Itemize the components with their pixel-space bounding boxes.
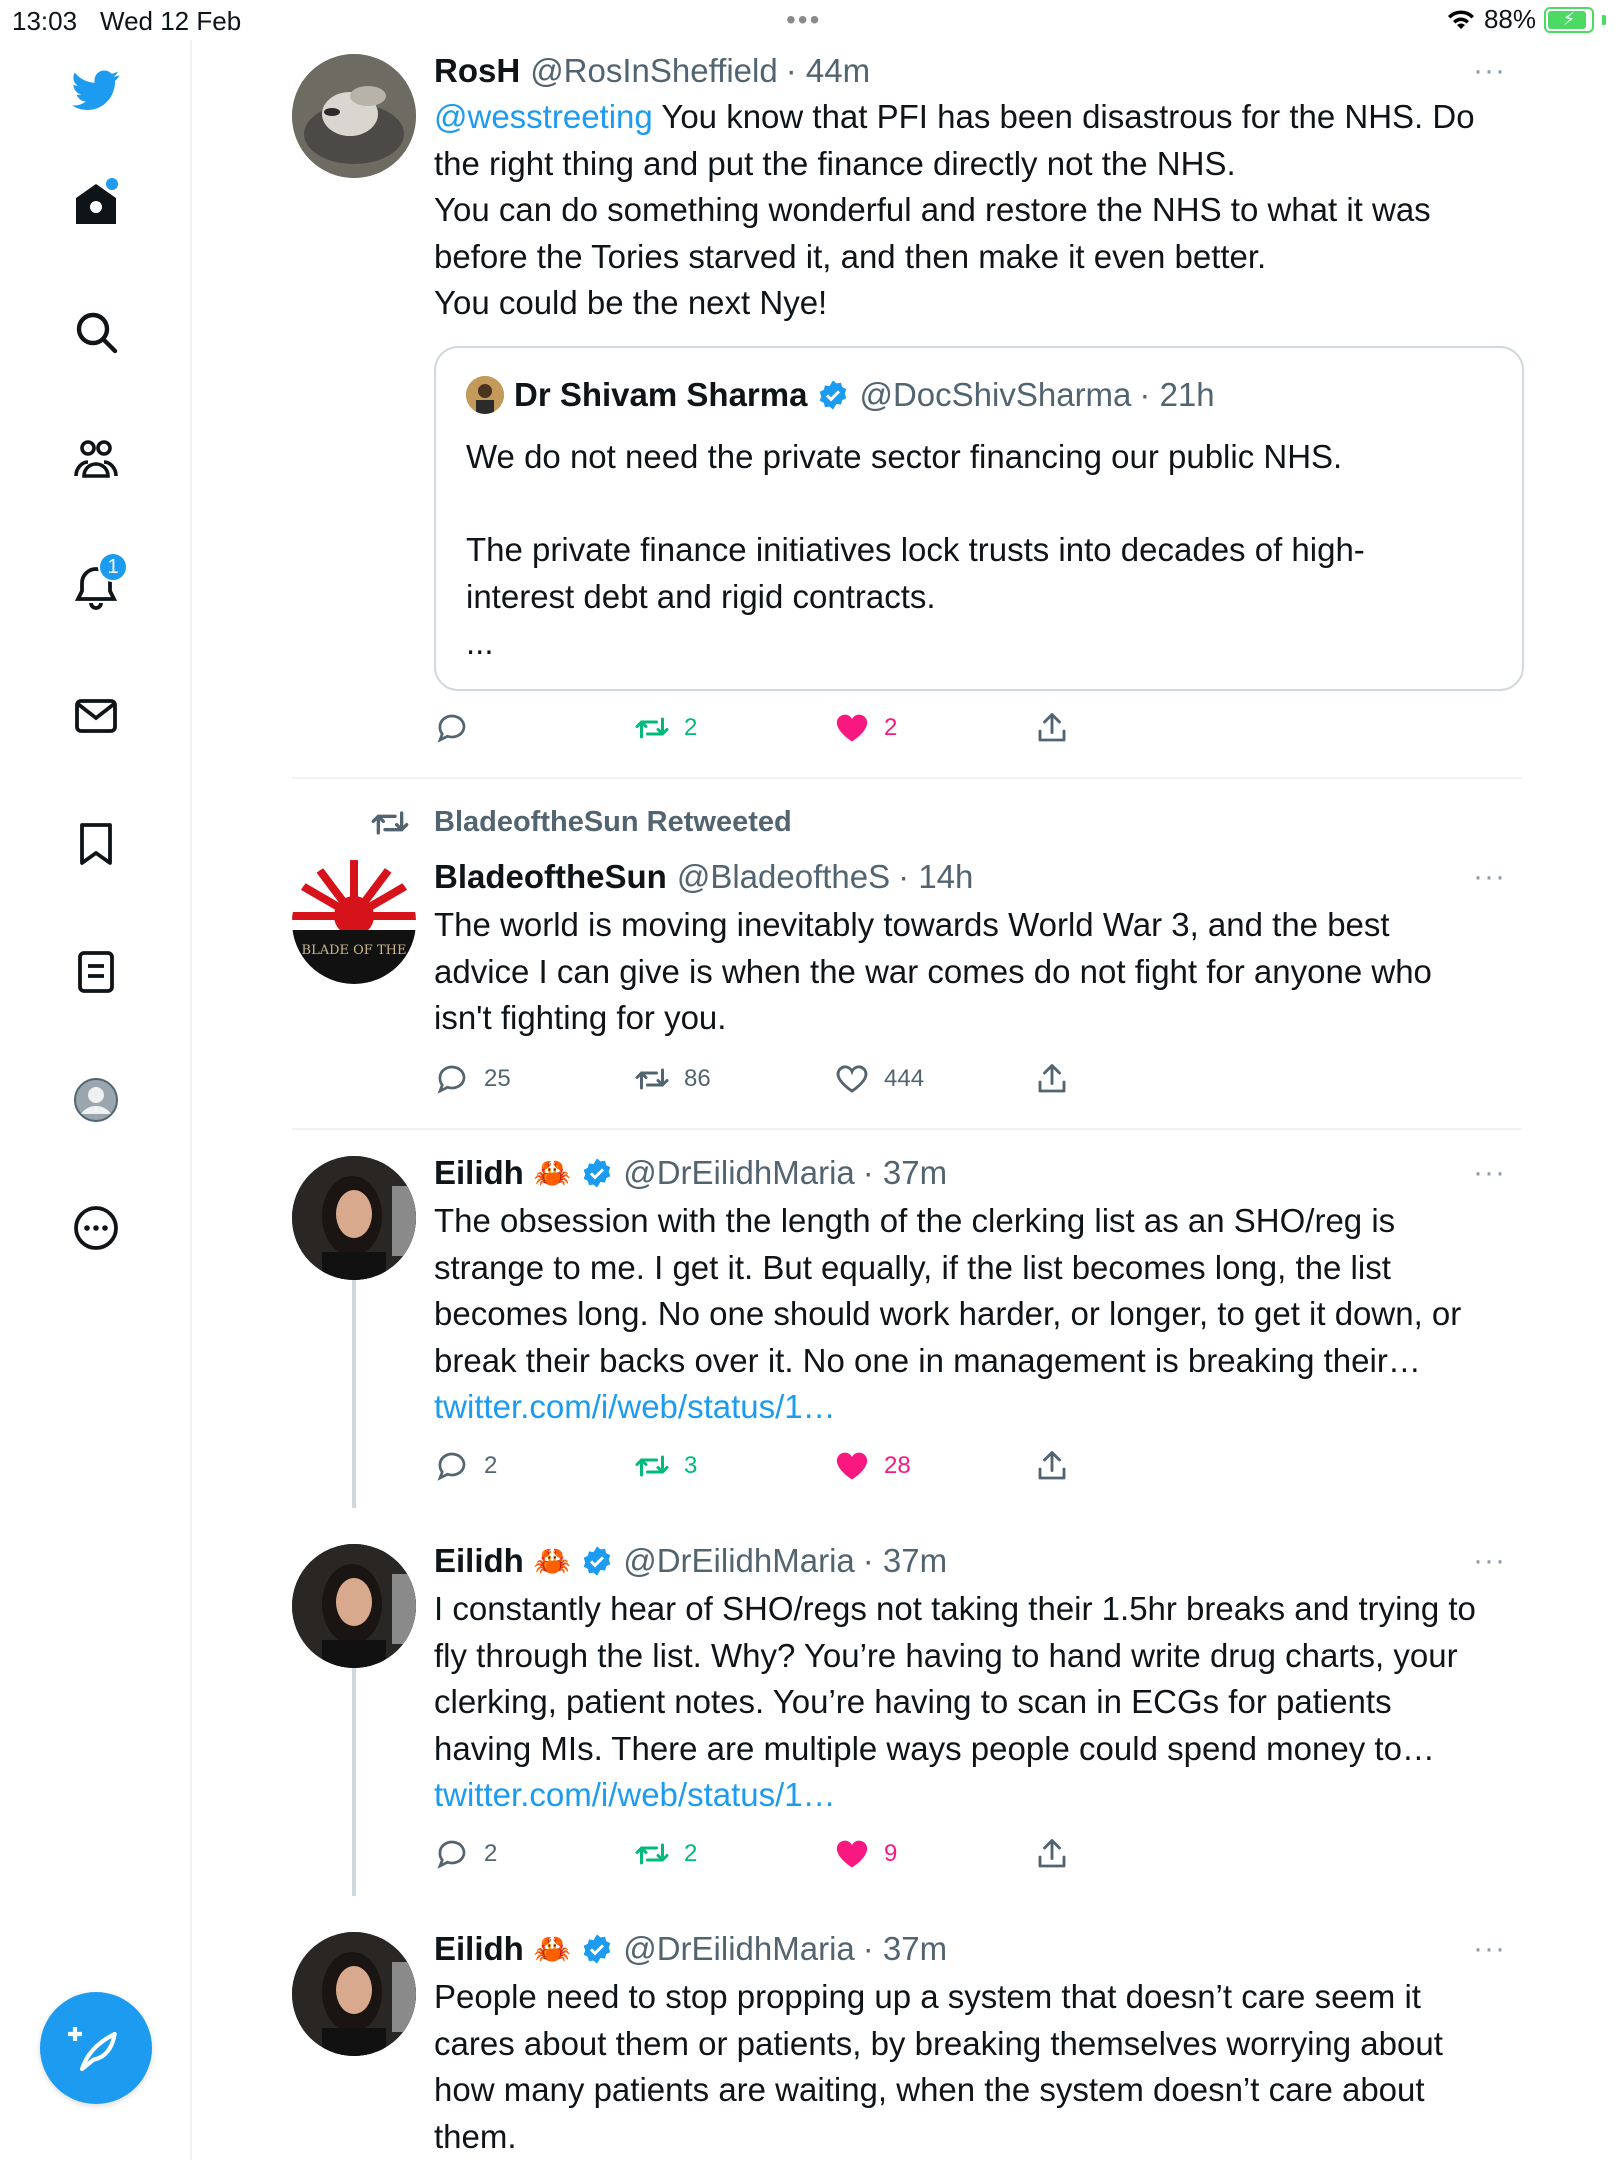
reply-count: 2: [484, 1840, 498, 1867]
bookmark-icon[interactable]: [66, 814, 126, 874]
like-button[interactable]: [834, 710, 897, 746]
avatar-rosh[interactable]: [292, 54, 416, 178]
messages-envelope-icon[interactable]: [66, 686, 126, 746]
avatar-eilidh[interactable]: [292, 1932, 416, 2056]
retweeted-by-label[interactable]: [434, 806, 792, 839]
author-name[interactable]: Eilidh: [434, 1154, 524, 1191]
like-count: 9: [884, 1840, 898, 1867]
share-button[interactable]: [1034, 1836, 1070, 1872]
retweet-button[interactable]: [634, 1061, 711, 1097]
mention-link[interactable]: @wesstreeting: [434, 98, 653, 135]
reply-icon: [434, 1448, 470, 1484]
retweet-count: 86: [684, 1065, 711, 1092]
tweet-link[interactable]: twitter.com/i/web/status/1…: [434, 1388, 836, 1425]
crab-emoji-icon: 🦀: [533, 1544, 572, 1578]
tweet-header: [434, 1154, 947, 1192]
tweet-text-line: advice I can give is when the war comes do not fight for anyone who: [434, 952, 1432, 990]
reply-button[interactable]: [434, 1448, 497, 1484]
wifi-icon: [1446, 8, 1476, 32]
status-time: 13:03: [12, 6, 78, 36]
author-name[interactable]: Eilidh: [434, 1930, 524, 1967]
tweet-text-line: You could be the next Nye!: [434, 284, 828, 321]
share-icon: [1034, 1448, 1070, 1484]
quoted-author-handle: @DocShivSharma: [859, 376, 1132, 413]
tweet-text-line: You can do something wonderful and restore the NHS to what it was: [434, 191, 1431, 228]
tweet-text-line: clerking, patient notes. You’re having to scan in ECGs for patients: [434, 1683, 1392, 1720]
verified-badge-icon: [581, 1545, 613, 1577]
tweet-header: [434, 858, 973, 896]
reply-icon: [434, 710, 470, 746]
communities-icon[interactable]: [66, 430, 126, 490]
author-name[interactable]: Eilidh: [434, 1542, 524, 1579]
tweet-text-line: strange to me. I get it. But equally, if the list becomes long, the list: [434, 1248, 1391, 1286]
quoted-author-name: Dr Shivam Sharma: [514, 376, 808, 413]
author-name[interactable]: BladeoftheSun: [434, 858, 667, 895]
reply-button[interactable]: [434, 1836, 497, 1872]
tweet-time[interactable]: · 37m: [862, 1930, 948, 1967]
share-button[interactable]: [1034, 1061, 1070, 1097]
verified-badge-icon: [581, 1933, 613, 1965]
reply-button[interactable]: [434, 1061, 511, 1097]
retweet-icon: [634, 1448, 670, 1484]
home-unread-dot: [106, 178, 118, 190]
retweet-icon: [634, 1061, 670, 1097]
more-options-icon[interactable]: [66, 1198, 126, 1258]
thread-connector: [352, 1280, 356, 1508]
tweet-text: [434, 94, 1475, 327]
tweet-time[interactable]: · 37m: [862, 1542, 948, 1579]
tweet-text-line: isn't fighting for you.: [434, 999, 727, 1036]
retweet-button[interactable]: [634, 710, 697, 746]
tweet-link[interactable]: twitter.com/i/web/status/1…: [434, 1776, 836, 1813]
tweet-header: [434, 1542, 947, 1580]
tweet-more-icon[interactable]: ···: [1473, 54, 1506, 87]
quoted-text-line: interest debt and rigid contracts.: [466, 577, 936, 615]
tweet-text-line: how many patients are waiting, when the system doesn’t care about: [434, 2071, 1425, 2108]
like-count: 2: [884, 714, 898, 741]
notifications-bell-icon[interactable]: [66, 555, 126, 618]
retweet-count: 3: [684, 1452, 698, 1479]
heart-outline-icon: [834, 1061, 870, 1097]
quoted-text-line: The private finance initiatives lock trusts into decades of high-: [466, 531, 1365, 568]
reply-count: 2: [484, 1452, 498, 1479]
quoted-text-line: [466, 481, 1496, 528]
compose-tweet-button[interactable]: [40, 1992, 152, 2104]
retweet-button[interactable]: [634, 1836, 697, 1872]
tweet-text-line: cares about them or patients, by breaking themselves worrying about: [434, 2024, 1443, 2062]
author-handle[interactable]: @DrEilidhMaria: [623, 1154, 855, 1191]
tweet-text-line: The obsession with the length of the clerking list as an SHO/reg is: [434, 1202, 1396, 1239]
like-button[interactable]: [834, 1836, 897, 1872]
tweet-time[interactable]: · 14h: [898, 858, 974, 895]
retweet-count: 2: [684, 1840, 698, 1867]
like-count: 28: [884, 1452, 911, 1479]
retweet-count: 2: [684, 714, 698, 741]
share-icon: [1034, 1836, 1070, 1872]
status-bar: [0, 0, 1620, 40]
like-button[interactable]: [834, 1061, 924, 1097]
tweet-divider: [292, 1128, 1522, 1130]
author-handle[interactable]: @RosInSheffield: [530, 52, 778, 89]
tweet-more-icon[interactable]: ···: [1473, 1156, 1506, 1189]
tweet-text: [434, 1198, 1462, 1431]
author-handle[interactable]: @BladeoftheS: [676, 858, 891, 895]
share-icon: [1034, 710, 1070, 746]
retweet-small-icon: [370, 803, 410, 843]
like-button[interactable]: [834, 1448, 911, 1484]
search-icon[interactable]: [66, 302, 126, 362]
quoted-tweet-time: · 21h: [1139, 376, 1215, 413]
share-button[interactable]: [1034, 710, 1070, 746]
twitter-logo-icon[interactable]: [66, 60, 126, 120]
author-handle[interactable]: @DrEilidhMaria: [623, 1930, 855, 1967]
tweet-text-line: the right thing and put the finance directly not the NHS.: [434, 144, 1236, 182]
share-button[interactable]: [1034, 1448, 1070, 1484]
crab-emoji-icon: 🦀: [533, 1932, 572, 1966]
quoted-tweet-header: [466, 376, 1215, 414]
profile-avatar-icon[interactable]: [66, 1070, 126, 1130]
tweet-time[interactable]: · 44m: [785, 52, 871, 89]
reply-icon: [434, 1061, 470, 1097]
tweet-text-line: becomes long. No one should work harder, or longer, to get it down, or: [434, 1295, 1462, 1332]
quoted-tweet[interactable]: [434, 346, 1524, 691]
battery-icon: ⚡: [1544, 7, 1594, 33]
heart-filled-icon: [834, 710, 870, 746]
lists-icon[interactable]: [66, 942, 126, 1002]
tweet-text: [434, 1974, 1443, 2160]
status-date: Wed 12 Feb: [100, 6, 242, 36]
tweet-text-line: You know that PFI has been disastrous for the NHS. Do: [652, 98, 1475, 135]
share-icon: [1034, 1061, 1070, 1097]
tweet-text-line: The world is moving inevitably towards World War 3, and the best: [434, 906, 1390, 943]
reply-button[interactable]: [434, 710, 470, 746]
retweeted-by-text: BladeoftheSun Retweeted: [434, 806, 792, 838]
notifications-badge: 1: [98, 552, 128, 582]
retweet-icon: [634, 710, 670, 746]
quoted-tweet-text: [466, 434, 1496, 667]
multitasking-dots-icon[interactable]: •••: [786, 4, 822, 35]
author-name[interactable]: RosH: [434, 52, 521, 89]
quoted-text-line: We do not need the private sector financing our public NHS.: [466, 438, 1343, 475]
compose-feather-icon: [68, 2020, 124, 2076]
author-handle[interactable]: @DrEilidhMaria: [623, 1542, 855, 1579]
like-count: 444: [884, 1065, 925, 1092]
quoted-author-avatar: [466, 376, 504, 414]
heart-filled-icon: [834, 1836, 870, 1872]
avatar-eilidh[interactable]: [292, 1156, 416, 1280]
tweet-divider: [292, 777, 1522, 779]
heart-filled-icon: [834, 1448, 870, 1484]
battery-percent: 88%: [1483, 4, 1536, 34]
avatar-eilidh[interactable]: [292, 1544, 416, 1668]
tweet-text-line: People need to stop propping up a system that doesn’t care seem it: [434, 1978, 1421, 2015]
thread-connector: [352, 1668, 356, 1896]
retweet-button[interactable]: [634, 1448, 697, 1484]
tweet-text-line: having MIs. There are multiple ways people could spend money to…: [434, 1729, 1435, 1767]
verified-badge-icon: [581, 1157, 613, 1189]
status-right: [1446, 4, 1606, 35]
tweet-header: [434, 1930, 947, 1968]
tweet-text-line: fly through the list. Why? You’re having to hand write drug charts, your: [434, 1636, 1458, 1674]
quoted-text-line: ...: [466, 624, 494, 661]
tweet-text-line: before the Tories starved it, and then make it even better.: [434, 237, 1267, 275]
tweet-more-icon[interactable]: ···: [1473, 1544, 1506, 1577]
tweet-header: [434, 52, 870, 90]
tweet-time[interactable]: · 37m: [862, 1154, 948, 1191]
tweet-more-icon[interactable]: ···: [1473, 1932, 1506, 1965]
avatar-text: BLADE OF THE: [301, 943, 407, 958]
tweet-text: [434, 902, 1434, 1042]
verified-badge-icon: [817, 379, 849, 411]
reply-icon: [434, 1836, 470, 1872]
home-icon[interactable]: [66, 174, 126, 234]
tweet-more-icon[interactable]: ···: [1473, 860, 1506, 893]
tweet-text-line: them.: [434, 2117, 517, 2155]
tweet-text-line: break their backs over it. No one in management is breaking their…: [434, 1341, 1421, 1379]
tweet-text-line: I constantly hear of SHO/regs not taking their 1.5hr breaks and trying to: [434, 1590, 1476, 1627]
retweet-icon: [634, 1836, 670, 1872]
crab-emoji-icon: 🦀: [533, 1156, 572, 1190]
reply-count: 25: [484, 1065, 511, 1092]
sidebar: [0, 40, 192, 2160]
avatar-bladeofthesun[interactable]: [292, 860, 416, 984]
tweet-text: [434, 1586, 1476, 1819]
